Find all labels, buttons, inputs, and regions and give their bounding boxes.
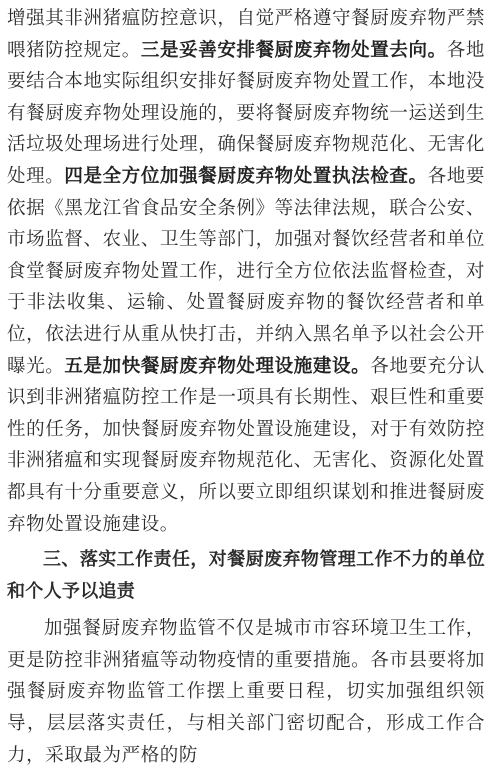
section-heading bbox=[7, 544, 485, 607]
text-segment: 各地要结合本地实际组织安排好餐厨废弃物处置工作，本地没有餐厨废弃物处理设施的，要将餐厨废弃物统一运送到生活垃圾处理场进行处理，确保餐厨废弃物规范化、无害化处理。 bbox=[7, 39, 486, 187]
section-heading-text: 三、落实工作责任，对餐厨废弃物管理工作不力的单位和个人予以追责 bbox=[7, 549, 485, 602]
text-segment: 各地要充分认识到非洲猪瘟防控工作是一项具有长期性、艰巨性和重要性的任务，加快餐厨废弃物处置设施建设，对于有效防控非洲猪瘟和实现餐厨废弃物规范化、无害化、资源化处置都具有十分重要意义，所以要立即组织谋划和推进餐厨废弃物处置设施建设。 bbox=[7, 355, 485, 535]
text-segment: 增强其非洲猪瘟防控意识，自觉严格遵守餐厨废弃物严禁喂猪防控规定。 bbox=[7, 8, 485, 61]
paragraph-body bbox=[7, 613, 485, 771]
bold-subheading: 三是妥善安排餐厨废弃物处置去向。 bbox=[140, 39, 447, 61]
text-segment: 各地要依据《黑龙江省食品安全条例》等法律法规，联合公安、市场监督、农业、卫生等部门，加强对餐饮经营者和单位食堂餐厨废弃物处置工作，进行全方位依法监督检查，对于非法收集、运输、处置餐厨废弃物的餐饮经营者和单位，依法进行从重从快打击，并纳入黑名单予以社会公开曝光。 bbox=[7, 165, 485, 377]
paragraph-continuation bbox=[7, 3, 485, 540]
bold-subheading: 四是全方位加强餐厨废弃物处置执法检查。 bbox=[64, 165, 428, 187]
document-page bbox=[7, 0, 485, 771]
text-segment: 加强餐厨废弃物监管不仅是城市市容环境卫生工作，更是防控非洲猪瘟等动物疫情的重要措施。各市县要将加强餐厨废弃物监管工作摆上重要日程，切实加强组织领导，层层落实责任，与相关部门密切配合，形成工作合力，采取最为严格的防 bbox=[7, 618, 485, 766]
bold-subheading: 五是加快餐厨废弃物处理设施建设。 bbox=[64, 355, 371, 377]
